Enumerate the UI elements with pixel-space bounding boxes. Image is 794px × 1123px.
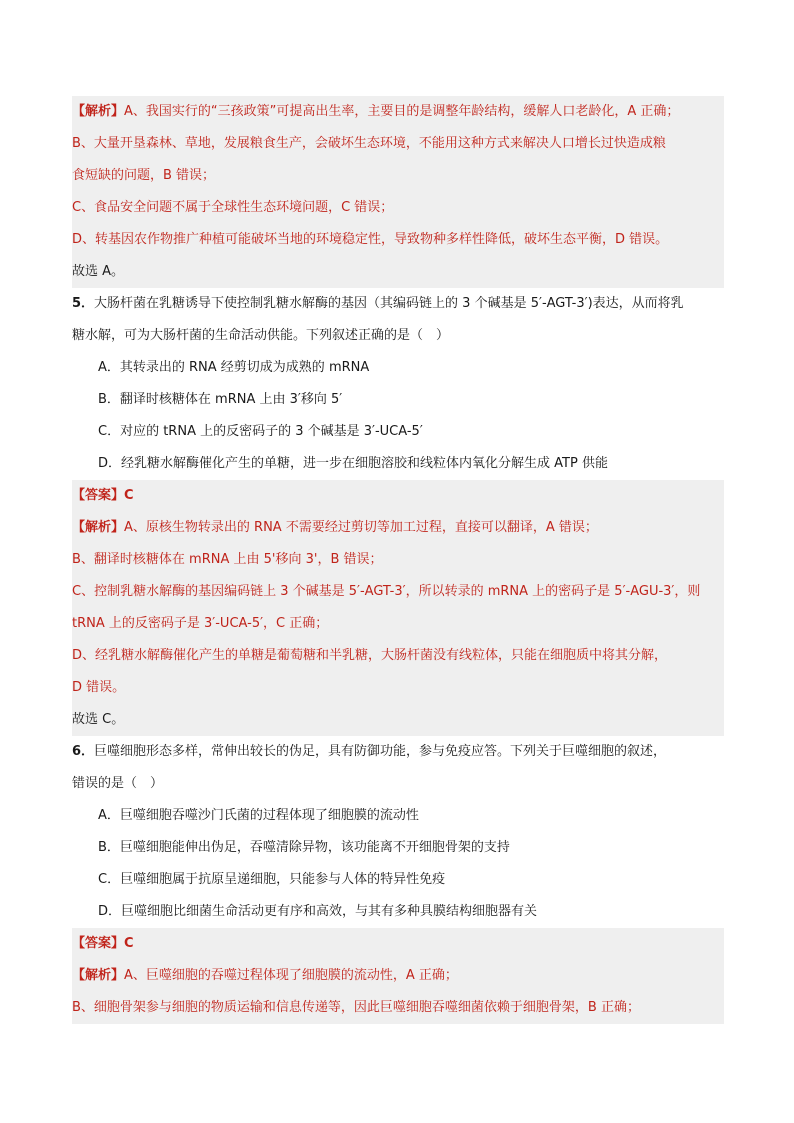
q4-analysis-line-5: D、转基因农作物推广种植可能破坏当地的环境稳定性，导致物种多样性降低，破坏生态平衡，D 错误。 (72, 224, 724, 256)
answer-tag: 【答案】 (72, 488, 125, 503)
q5-option-b: B．翻译时核糖体在 mRNA 上由 3′移向 5′ (98, 392, 343, 407)
question-text: 巨噬细胞形态多样，常伸出较长的伪足，具有防御功能，参与免疫应答。下列关于巨噬细胞的叙述， (94, 744, 667, 759)
q5-option-d: D．经乳糖水解酶催化产生的单糖，进一步在细胞溶胶和线粒体内氧化分解生成 ATP 供能 (98, 456, 608, 471)
q5-answer (72, 480, 724, 512)
q5-stem-line-2: 糖水解，可为大肠杆菌的生命活动供能。下列叙述正确的是（ ） (72, 328, 450, 343)
q6-option-b: B．巨噬细胞能伸出伪足，吞噬清除异物，该功能离不开细胞骨架的支持 (98, 840, 510, 855)
analysis-text: A、巨噬细胞的吞噬过程体现了细胞膜的流动性，A 正确； (124, 968, 458, 983)
analysis-text: A、原核生物转录出的 RNA 不需要经过剪切等加工过程，直接可以翻译，A 错误； (124, 520, 598, 535)
analysis-tag: 【解析】 (72, 104, 125, 119)
q5-stem-line-1 (72, 288, 724, 320)
q6-answer (72, 928, 724, 960)
question-number: 6． (72, 744, 95, 759)
analysis-text: A、我国实行的“三孩政策”可提高出生率，主要目的是调整年龄结构，缓解人口老龄化，A 正确； (124, 104, 680, 119)
q6-analysis-line-2: B、细胞骨架参与细胞的物质运输和信息传递等，因此巨噬细胞吞噬细菌依赖于细胞骨架，B 正确； (72, 992, 724, 1024)
answer-value: C (124, 488, 134, 503)
q5-analysis-line-4: tRNA 上的反密码子是 3′-UCA-5′，C 正确； (72, 608, 724, 640)
q5-conclusion: 故选 C。 (72, 704, 724, 736)
q6-option-c: C．巨噬细胞属于抗原呈递细胞，只能参与人体的特异性免疫 (98, 872, 446, 887)
q4-analysis-line-4: C、食品安全问题不属于全球性生态环境问题，C 错误； (72, 192, 724, 224)
q6-stem-line-1 (72, 736, 724, 768)
answer-value: C (124, 936, 134, 951)
q4-analysis-line-1 (72, 96, 724, 128)
analysis-tag: 【解析】 (72, 968, 125, 983)
analysis-tag: 【解析】 (72, 520, 125, 535)
question-text: 大肠杆菌在乳糖诱导下使控制乳糖水解酶的基因（其编码链上的 3 个碱基是 5′-AGT-3′)表达，从而将乳 (94, 296, 684, 311)
q4-analysis-line-3: 食短缺的问题，B 错误； (72, 160, 724, 192)
q5-analysis-line-6: D 错误。 (72, 672, 724, 704)
q5-analysis-line-5: D、经乳糖水解酶催化产生的单糖是葡萄糖和半乳糖，大肠杆菌没有线粒体，只能在细胞质中将其分解， (72, 640, 724, 672)
q6-analysis-line-1 (72, 960, 724, 992)
q5-option-c: C．对应的 tRNA 上的反密码子的 3 个碱基是 3′-UCA-5′ (98, 424, 423, 439)
q5-analysis-line-1 (72, 512, 724, 544)
q5-analysis-line-2: B、翻译时核糖体在 mRNA 上由 5'移向 3'，B 错误； (72, 544, 724, 576)
q6-option-a: A．巨噬细胞吞噬沙门氏菌的过程体现了细胞膜的流动性 (98, 808, 419, 823)
q4-analysis-line-2: B、大量开垦森林、草地，发展粮食生产，会破坏生态环境，不能用这种方式来解决人口增长过快造成粮 (72, 128, 724, 160)
q4-conclusion: 故选 A。 (72, 256, 724, 288)
question-number: 5． (72, 296, 95, 311)
q6-stem-line-2: 错误的是（ ） (72, 776, 164, 791)
q5-option-a: A．其转录出的 RNA 经剪切成为成熟的 mRNA (98, 360, 370, 375)
q5-analysis-line-3: C、控制乳糖水解酶的基因编码链上 3 个碱基是 5′-AGT-3′，所以转录的 mRNA 上的密码子是 5′-AGU-3′，则 (72, 576, 724, 608)
answer-tag: 【答案】 (72, 936, 125, 951)
q6-option-d: D．巨噬细胞比细菌生命活动更有序和高效，与其有多种具膜结构细胞器有关 (98, 904, 538, 919)
